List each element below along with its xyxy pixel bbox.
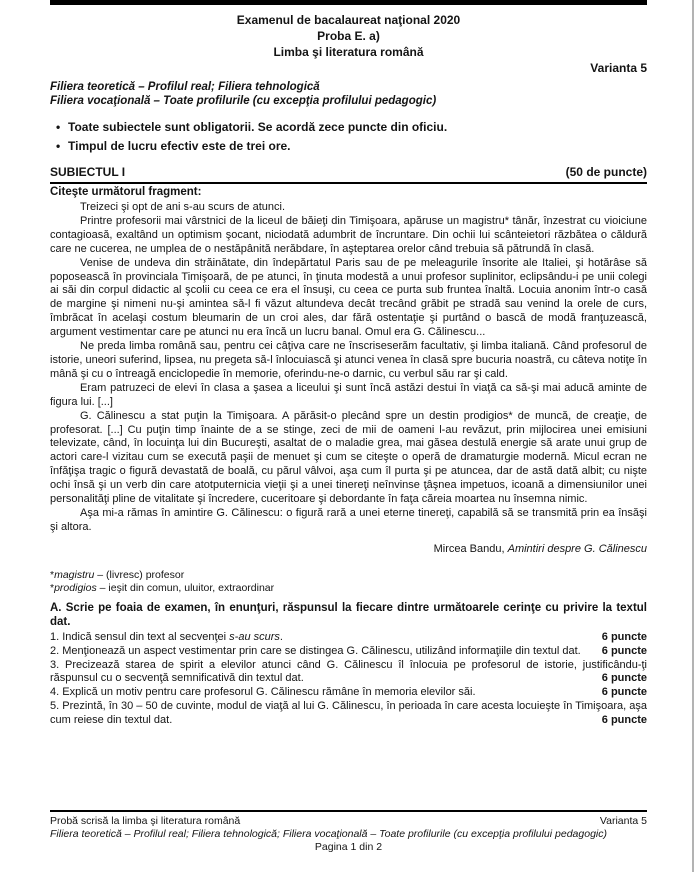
question-4 bbox=[50, 686, 647, 700]
footer-exam-name: Probă scrisă la limba şi literatura română bbox=[50, 815, 241, 827]
question-5 bbox=[50, 700, 647, 728]
exam-title: Examenul de bacalaureat naţional 2020 bbox=[236, 13, 461, 27]
footnote-definition: – ieşit din comun, uluitor, extraordinar bbox=[96, 581, 275, 594]
attribution-work: Amintiri despre G. Călinescu bbox=[507, 542, 647, 555]
question-3 bbox=[50, 659, 647, 687]
filiera-line-2: Filiera vocaţională – Toate profilurile (cu excepţia profilului pedagogic) bbox=[50, 94, 437, 107]
question-1 bbox=[50, 631, 647, 645]
questions-list bbox=[50, 631, 647, 728]
filiera-line-1: Filiera teoretică – Profilul real; Filiera tehnologică bbox=[50, 81, 320, 93]
subject-title: SUBIECTUL I bbox=[50, 165, 126, 179]
footer-page-number: Pagina 1 din 2 bbox=[314, 841, 383, 853]
footnote-star: * bbox=[50, 581, 55, 594]
bullet-icon: • bbox=[56, 139, 61, 153]
exam-proba: Proba E. a) bbox=[317, 29, 380, 43]
question-text: 2. Menţionează un aspect vestimentar prin care se distingea G. Călinescu, utilizând informaţiile din textul dat. bbox=[50, 644, 581, 657]
attribution-author: Mircea Bandu, bbox=[433, 542, 508, 555]
question-text: 4. Explică un motiv pentru care profesorul G. Călinescu rămâne în memoria elevilor săi. bbox=[50, 686, 476, 699]
exam-subject-name: Limba şi literatura română bbox=[273, 45, 424, 59]
question-text: 3. Precizează starea de spirit a elevilor atunci când G. Călinescu îl înlocuia pe profesorul de istorie, justificându-ţi răspunsul cu o secvenţă semnificativă din textul dat. bbox=[50, 658, 647, 685]
footer-row bbox=[50, 815, 647, 828]
bullet-icon: • bbox=[56, 120, 61, 134]
footnote-definition: – (livresc) profesor bbox=[94, 568, 185, 581]
points-label: 6 puncte bbox=[596, 672, 647, 686]
exam-header bbox=[50, 12, 647, 60]
footnote-magistru bbox=[50, 569, 647, 582]
footnote-term: prodigios bbox=[54, 581, 97, 594]
question-text-italic: s-au scurs bbox=[229, 630, 280, 643]
section-a-heading: A. Scrie pe foaia de examen, în enunţuri, răspunsul la fiecare dintre următoarele cerinţe cu privire la textul dat. bbox=[50, 601, 647, 629]
instructions-list bbox=[50, 118, 647, 156]
fragment-paragraph: Aşa mi-a rămas în amintire G. Călinescu: o figură rară a unei eterne tinereţi, capabilă să se transmită prin ea însăşi şi altora. bbox=[50, 506, 647, 533]
fragment-paragraph: G. Călinescu a stat puţin la Timişoara. A părăsit-o plecând spre un destin prodigios* de muncă, de creaţie, de profesorat. [...] Cu puţin timp înainte de a se stinge, zeci de mii de oameni l-au revăzut, prin mijlocirea unei emisiuni televizate, când, în locuinţa lui din Bucureşti, asaltat de o maladie grea, mai găsea destulă energie să arate unui grup de actori care-l vizitau cum se execută paşii de menuet şi cum se citeşte o operă de dramaturgie modernă. Micul ecran ne înfăţişa tragic o figură devastată de boală, cu părul vâlvoi, aşa cum îl purta şi pe atuncea, dar de astă dată albit; cu nişte ochi însă şi un verb din care atotputernicia vieţii şi a unei tinereţi neînvinse ţâşnea impetuos, icoană a dimensiunilor unei personalităţi pline de vitalitate şi încredere, cuceritoare şi debordante în faţa căreia moartea nu însemna nimic. bbox=[50, 409, 647, 506]
page-edge-line bbox=[692, 0, 694, 872]
footnote-term: magistru bbox=[54, 568, 95, 581]
instruction-item bbox=[50, 118, 647, 137]
fragment-prompt: Citeşte următorul fragment: bbox=[50, 186, 202, 198]
question-text: . bbox=[279, 630, 283, 643]
footnote-star: * bbox=[50, 568, 55, 581]
instruction-item bbox=[50, 137, 647, 156]
footnote-prodigios bbox=[50, 582, 647, 595]
points-label: 6 puncte bbox=[596, 645, 647, 659]
fragment-paragraph: Ne preda limba română sau, pentru cei câţiva care ne înscriseserăm facultativ, şi limba italiană. Când profesorul de istorie, uneori suferind, lipsea, nu pregeta să-l înlocuiască şi atunci venea în clasă spre bucuria noastră, cu câteva notiţe în mână şi cu o întreagă enciclopedie în memorie, oferindu-ne-o darnic, cu verbul său rar şi cald. bbox=[50, 340, 647, 380]
attribution bbox=[50, 542, 647, 556]
instruction-text: Toate subiectele sunt obligatorii. Se acordă zece puncte din oficiu. bbox=[68, 120, 448, 134]
question-2 bbox=[50, 645, 647, 659]
footer-filiera: Filiera teoretică – Profilul real; Filiera tehnologică; Filiera vocaţională – Toate profilurile (cu excepţia profilului pedagogic) bbox=[50, 828, 607, 840]
subject-points: (50 de puncte) bbox=[565, 165, 647, 179]
fragment-paragraph: Eram patruzeci de elevi în clasa a şasea a liceului şi sunt încă astăzi destui în viaţă ca să-şi mai aducă aminte de figura lui. [...] bbox=[50, 381, 647, 408]
instruction-text: Timpul de lucru efectiv este de trei ore. bbox=[68, 139, 291, 153]
question-text: 1. Indică sensul din text al secvenţei bbox=[50, 630, 230, 643]
points-label: 6 puncte bbox=[596, 714, 647, 728]
footer-variant: Varianta 5 bbox=[599, 815, 647, 827]
question-text: 5. Prezintă, în 30 – 50 de cuvinte, modul de viaţă al lui G. Călinescu, în perioada în care acesta locuieşte în Timişoara, aşa cum reiese din textul dat. bbox=[50, 700, 647, 727]
page-footer bbox=[50, 810, 647, 854]
footnotes bbox=[50, 569, 647, 595]
variant-label: Varianta 5 bbox=[590, 61, 647, 75]
fragment-text bbox=[50, 201, 647, 535]
page-content bbox=[50, 0, 647, 728]
points-label: 6 puncte bbox=[596, 686, 647, 700]
fragment-paragraph: Treizeci şi opt de ani s-au scurs de atunci. bbox=[80, 201, 286, 213]
subject-heading bbox=[50, 165, 647, 184]
fragment-paragraph: Venise de undeva din străinătate, din îndepărtatul Paris sau de pe meleagurile însorite ale Italiei, şi hotărâse să poposească în provinciala Timişoară, de pe atunci, în ţinuta modestă a unui profesor suplinitor, eclipsându-i pe unii colegi ai săi din corpul didactic al şcolii cu ceea ce era el însuşi, cu ceea ce purta sub fruntea înaltă. Locuia anonim într-o casă de margine şi nimeni nu-şi amintea să-l fi văzut altundeva decât trecând grăbit pe stradă sau venind la orele de curs, îmbrăcat în acelaşi costum bleumarin de un croi ales, dar fără ostentaţie şi purtând o bască de modă franţuzească, argument vestimentar care pe atunci nu era încă un lucru banal. Omul era G. Călinescu... bbox=[50, 256, 647, 339]
points-label: 6 puncte bbox=[596, 631, 647, 645]
fragment-paragraph: Printre profesorii mai vârstnici de la liceul de băieţi din Timişoara, apăruse un magistru* tânăr, înzestrat cu vioiciune contagioasă, exaltând un optimism şocant, niciodată adumbrit de încruntare. Din ochii lui scânteietori răzbătea o căldură care ne cucerea, ne umplea de o nestăpânită nerăbdare, în aşteptarea orelor când trebuia să pătrundă în clasă. bbox=[50, 214, 647, 255]
filiera-block bbox=[50, 81, 647, 108]
